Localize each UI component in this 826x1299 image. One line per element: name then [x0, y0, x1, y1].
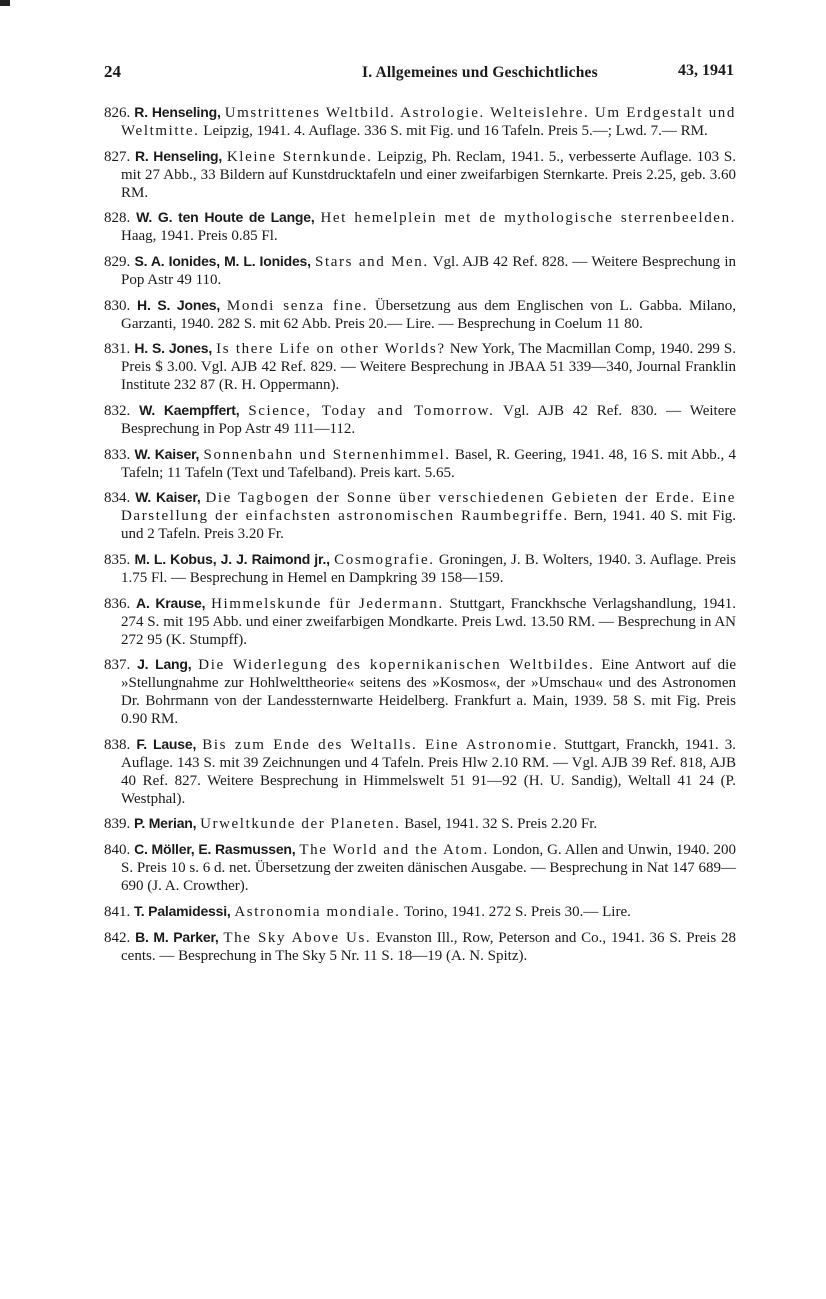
entry-number: 831.	[104, 341, 131, 358]
entry-author: W. G. ten Houte de Lange,	[136, 209, 315, 226]
bibliography-entry	[104, 903, 736, 922]
entry-author: B. M. Parker,	[135, 928, 219, 945]
section-title: I. Allgemeines und Geschichtliches	[362, 64, 598, 81]
bibliography-list	[104, 104, 736, 972]
entry-details: Vgl. AJB 42 Ref. 828. — Weitere Besprechung in Pop Astr 49 110.	[121, 254, 736, 288]
entry-number: 832.	[104, 403, 131, 420]
entry-author: W. Kaiser,	[135, 489, 201, 506]
entry-details: Leipzig, Ph. Reclam, 1941. 5., verbesserte Auflage. 103 S. mit 27 Abb., 33 Bildern auf Kunstdrucktafeln und einer zweifarbigen Sternkarte. Preis 2.25, geb. 3.60 RM.	[121, 148, 737, 201]
entry-details: Torino, 1941. 272 S. Preis 30.— Lire.	[404, 903, 631, 920]
running-header	[104, 62, 736, 88]
entry-details: Haag, 1941. Preis 0.85 Fl.	[121, 228, 278, 245]
entry-details: Übersetzung aus dem Englischen von L. Gabba. Milano, Garzanti, 1940. 282 S. mit 62 Abb. Preis 20.— Lire. — Besprechung in Coelum 11 80.	[121, 297, 737, 332]
entry-number: 839.	[104, 816, 131, 833]
bibliography-entry	[104, 841, 736, 896]
bibliography-entry	[104, 489, 736, 544]
entry-details: Evanston Ill., Row, Peterson and Co., 1941. 36 S. Preis 28 cents. — Besprechung in The Sky 5 Nr. 11 S. 18—19 (A. N. Spitz).	[121, 929, 737, 964]
entry-title: Kleine Sternkunde.	[226, 148, 373, 165]
bibliography-entry	[104, 104, 736, 141]
entry-number: 830.	[104, 297, 131, 314]
entry-author: R. Henseling,	[135, 147, 223, 164]
entry-title: Urweltkunde der Planeten.	[200, 816, 401, 833]
entry-number: 840.	[104, 842, 131, 859]
bibliography-entry	[104, 736, 736, 809]
entry-number: 836.	[104, 595, 131, 612]
entry-details: New York, The Macmillan Comp, 1940. 299 S. Preis $ 3.00. Vgl. AJB 42 Ref. 829. — Weitere Besprechung in JBAA 51 339—340, Journal Franklin Institute 232 87 (R. H. Oppermann).	[121, 341, 737, 394]
entry-title: Mondi senza fine.	[226, 297, 369, 314]
entry-details: Bern, 1941. 40 S. mit Fig. und 2 Tafeln. Preis 3.20 Fr.	[121, 508, 736, 543]
entry-title: Science, Today and Tomorrow.	[248, 403, 495, 420]
bibliography-entry	[104, 929, 736, 966]
volume-year: 43, 1941	[678, 62, 734, 79]
entry-title: Umstrittenes Weltbild. Astrologie. Welteislehre. Um Erdgestalt und Weltmitte.	[121, 105, 737, 139]
entry-author: R. Henseling,	[134, 104, 221, 120]
entry-title: Himmelskunde für Jedermann.	[211, 595, 444, 612]
entry-number: 829.	[104, 254, 131, 271]
entry-title: Die Widerlegung des kopernikanischen Weltbildes.	[198, 657, 595, 674]
entry-details: Stuttgart, Franckh, 1941. 3. Auflage. 143 S. mit 39 Zeichnungen und 4 Tafeln. Preis Hlw 2.10 RM. — Vgl. AJB 39 Ref. 818, AJB 40 Ref. 827. Weitere Besprechung in Himmelswelt 51 91—92 (H. U. Sandig), Weltall 41 24 (P. Westphal).	[121, 736, 737, 807]
entry-details: Leipzig, 1941. 4. Auflage. 336 S. mit Fig. und 16 Tafeln. Preis 5.—; Lwd. 7.— RM.	[203, 122, 708, 139]
bibliography-entry	[104, 551, 736, 588]
entry-author: F. Lause,	[136, 735, 197, 752]
entry-details: Vgl. AJB 42 Ref. 830. — Weitere Besprechung in Pop Astr 49 111—112.	[121, 403, 737, 437]
entry-title: Bis zum Ende des Weltalls. Eine Astronomie.	[202, 736, 559, 753]
bibliography-entry	[104, 815, 736, 834]
entry-author: H. S. Jones,	[134, 340, 213, 357]
entry-title: Het hemelplein met de mythologische sterrenbeelden.	[320, 210, 737, 227]
entry-author: T. Palamidessi,	[134, 902, 231, 919]
entry-details: Groningen, J. B. Wolters, 1940. 3. Auflage. Preis 1.75 Fl. — Besprechung in Hemel en Dampkring 39 158—159.	[121, 552, 737, 586]
entry-author: J. Lang,	[137, 656, 192, 673]
entry-author: W. Kaiser,	[134, 445, 200, 462]
entry-title: Is there Life on other Worlds?	[216, 341, 446, 358]
entry-number: 833.	[104, 446, 131, 463]
bibliography-entry	[104, 297, 736, 334]
bibliography-entry	[104, 595, 736, 650]
entry-title: The Sky Above Us.	[223, 929, 372, 946]
entry-number: 827.	[104, 148, 131, 165]
entry-number: 835.	[104, 552, 131, 569]
entry-number: 834.	[104, 490, 131, 507]
bibliography-entry	[104, 148, 736, 203]
entry-details: London, G. Allen and Unwin, 1940. 200 S. Preis 10 s. 6 d. net. Übersetzung der zweiten dänischen Ausgabe. — Besprechung in Nat 147 689—690 (J. A. Crowther).	[121, 842, 737, 894]
entry-author: M. L. Kobus, J. J. Raimond jr.,	[134, 551, 330, 568]
bibliography-entry	[104, 446, 736, 483]
entry-author: H. S. Jones,	[137, 296, 221, 313]
entry-title: Cosmografie.	[334, 552, 435, 569]
bibliography-entry	[104, 253, 736, 290]
page-number: 24	[104, 62, 121, 81]
entry-author: S. A. Ionides, M. L. Ionides,	[134, 253, 311, 270]
entry-author: P. Merian,	[134, 815, 197, 832]
page-edge-mark	[0, 0, 826, 7]
entry-number: 826.	[104, 105, 131, 121]
entry-title: Astronomia mondiale.	[234, 903, 401, 920]
entry-title: Die Tagbogen der Sonne über verschiedenen Gebieten der Erde. Eine Darstellung der einfachsten astronomischen Raumbegriffe.	[121, 490, 737, 525]
entry-title: The World and the Atom.	[299, 842, 489, 859]
entry-title: Stars and Men.	[315, 254, 429, 271]
entry-number: 838.	[104, 736, 131, 753]
entry-author: A. Krause,	[136, 594, 206, 611]
bibliography-entry	[104, 209, 736, 246]
entry-number: 828.	[104, 210, 131, 227]
entry-author: W. Kaempffert,	[139, 402, 240, 419]
entry-title: Sonnenbahn und Sternenhimmel.	[203, 446, 451, 463]
entry-number: 837.	[104, 657, 131, 674]
bibliography-entry	[104, 402, 736, 439]
bibliography-entry	[104, 656, 736, 729]
entry-author: C. Möller, E. Rasmussen,	[134, 841, 296, 858]
entry-number: 841.	[104, 903, 131, 920]
entry-number: 842.	[104, 929, 131, 946]
bibliography-entry	[104, 340, 736, 395]
entry-details: Basel, 1941. 32 S. Preis 2.20 Fr.	[404, 816, 598, 833]
entry-details: Stuttgart, Franckhsche Verlagshandlung, 1941. 274 S. mit 195 Abb. und einer zweifarbigen Mondkarte. Preis Lwd. 13.50 RM. — Besprechung in AN 272 95 (K. Stumpff).	[121, 595, 737, 648]
entry-details: Basel, R. Geering, 1941. 48, 16 S. mit Abb., 4 Tafeln; 11 Tafeln (Text und Tafelband). Preis kart. 5.65.	[121, 446, 736, 481]
entry-details: Eine Antwort auf die »Stellungnahme zur Hohlwelttheorie« seitens des »Kosmos«, der »Umschau« und des Astronomen Dr. Bohrmann von der Landessternwarte Heidelberg. Frankfurt a. Main, 1939. 58 S. mit Fig. Preis 0.90 RM.	[121, 657, 736, 728]
